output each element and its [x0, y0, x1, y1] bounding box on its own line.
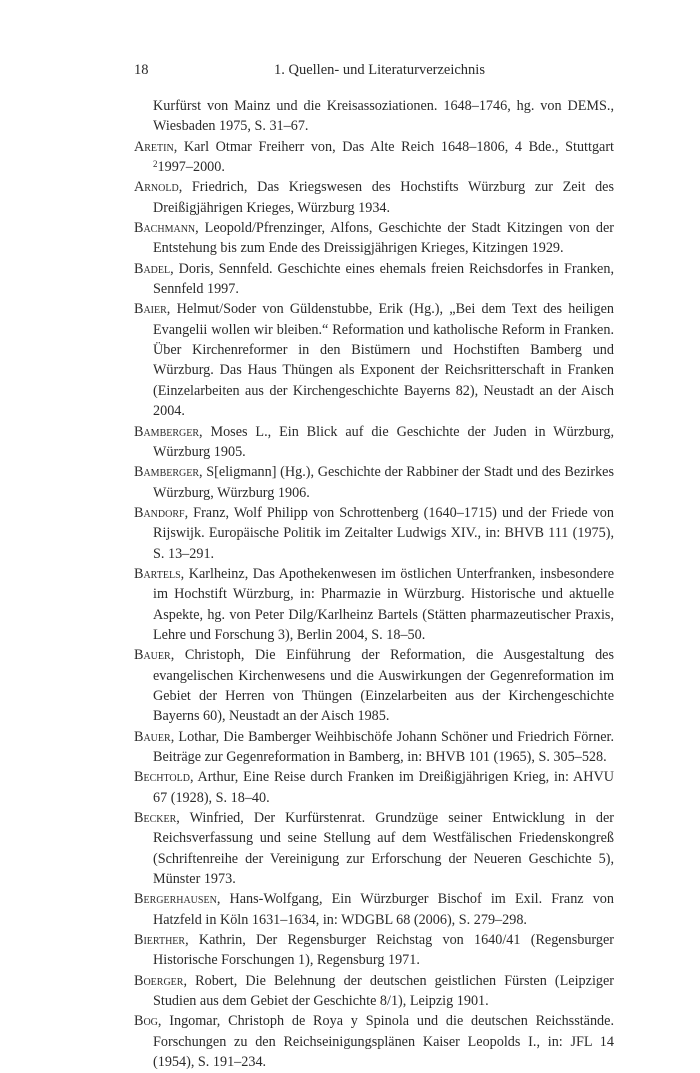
entry-text: , Leopold/Pfrenzinger, Alfons, Geschichte der Stadt Kitzingen von der Entstehung bis zum Ende des Dreissigjährigen Krieges, Kitzingen 1929. — [153, 220, 614, 257]
entry-author: Aretin — [134, 138, 174, 155]
entry-author: Baier — [134, 301, 167, 318]
entry-text: , Christoph, Die Einführung der Reformation, die Ausgestaltung des evangelischen Kirchenwesens und die Auswirkungen der Gegenreformation im Gebiet der Herren von Thüngen (Einzelarbeiten aus der Kirchengeschichte Bayerns 60), Neustadt an der Aisch 1985. — [153, 647, 614, 725]
running-title: 1. Quellen- und Literaturverzeichnis — [274, 62, 485, 78]
entry-text: , Friedrich, Das Kriegswesen des Hochstifts Würzburg zur Zeit des Dreißigjährigen Krieges, Würzburg 1934. — [153, 179, 614, 216]
entry-author: Boerger — [134, 972, 184, 989]
entry-text: , Winfried, Der Kurfürstenrat. Grundzüge seiner Entwicklung in der Reichsverfassung und seine Stellung auf dem Westfälischen Friedenskongreß (Schriftenreihe der Vereinigung zur Erforschung der Neueren Geschichte 5), Münster 1973. — [153, 810, 614, 888]
bibliography-entry-continuation: Kurfürst von Mainz und die Kreisassoziationen. 1648–1746, hg. von DEMS., Wiesbaden 1975, S. 31–67. — [153, 98, 614, 135]
entry-author: Bierther — [134, 932, 186, 949]
bibliography-entry — [134, 299, 614, 421]
entry-author: Becker — [134, 810, 177, 827]
entry-text: , Moses L., Ein Blick auf die Geschichte der Juden in Würzburg, Würzburg 1905. — [153, 423, 614, 460]
entry-text: , Kathrin, Der Regensburger Reichstag von 1640/41 (Regensburger Historische Forschungen 1), Regensburg 1971. — [153, 932, 614, 969]
entry-author: Bechtold — [134, 769, 190, 786]
bibliography-entry — [134, 645, 614, 726]
bibliography-entry — [134, 1011, 614, 1072]
entry-text: , Karl Otmar Freiherr von, Das Alte Reich 1648–1806, 4 Bde., Stuttgart — [173, 138, 614, 155]
bibliography-entry — [134, 259, 614, 300]
entry-author: Bog — [134, 1013, 158, 1030]
entry-text: , Doris, Sennfeld. Geschichte eines ehemals freien Reichsdorfes in Franken, Sennfeld 1997. — [153, 260, 614, 298]
entry-author: Bauer — [134, 728, 171, 745]
bibliography-entry — [134, 889, 614, 930]
bibliography-entry — [134, 177, 614, 218]
entry-author: Bachmann — [134, 220, 196, 237]
bibliography-entry — [134, 462, 614, 503]
bibliography-entry — [134, 564, 614, 645]
bibliography-entry — [134, 767, 614, 808]
running-header — [134, 62, 584, 82]
bibliography-entry — [134, 137, 614, 178]
bibliography-entry — [134, 218, 614, 259]
entry-author: Bauer — [134, 647, 171, 664]
entry-text: , S[eligmann] (Hg.), Geschichte der Rabbiner der Stadt und des Bezirkes Würzburg, Würzburg 1906. — [153, 464, 614, 501]
entry-text: , Karlheinz, Das Apothekenwesen im östlichen Unterfranken, insbesondere im Hochstift Würzburg, in: Pharmazie in Würzburg. Historische und aktuelle Aspekte, hg. von Peter Dilg/Karlheinz Bartels (Stätten pharmazeutischer Praxis, Lehre und Forschung 3), Berlin 2004, S. 18–50. — [153, 565, 614, 643]
bibliography-entry — [134, 930, 614, 971]
bibliography-entry — [134, 503, 614, 564]
bibliography-entry — [134, 971, 614, 1012]
entry-text-after: 1997–2000. — [157, 159, 225, 176]
bibliography-entry — [134, 422, 614, 463]
entry-author: Bartels — [134, 565, 181, 582]
bibliography-entry — [134, 808, 614, 889]
page-number: 18 — [134, 62, 149, 78]
entry-text: , Ingomar, Christoph de Roya y Spinola und die deutschen Reichsstände. Forschungen zu den Reichseinigungsplänen Kaiser Leopolds I., in: JFL 14 (1954), S. 191–234. — [153, 1013, 614, 1071]
entry-author: Badel — [134, 260, 171, 277]
bibliography-entry — [134, 727, 614, 768]
entry-author: Arnold — [134, 179, 179, 196]
entry-text: , Franz, Wolf Philipp von Schrottenberg (1640–1715) und der Friede von Rijswijk. Europäische Politik im Zeitalter Ludwigs XIV., in: BHVB 111 (1975), S. 13–291. — [153, 504, 614, 562]
entry-author: Bamberger — [134, 423, 200, 440]
entry-text: , Arthur, Eine Reise durch Franken im Dreißigjährigen Krieg, in: AHVU 67 (1928), S. 18–40. — [153, 769, 614, 806]
entry-text: , Lothar, Die Bamberger Weihbischöfe Johann Schöner und Friedrich Förner. Beiträge zur Gegenreformation in Bamberg, in: BHVB 101 (1965), S. 305–528. — [153, 728, 614, 765]
entry-author: Bamberger — [134, 464, 200, 481]
entry-author: Bergerhausen — [134, 891, 217, 908]
bibliography-list — [134, 96, 614, 1073]
entry-text: , Helmut/Soder von Güldenstubbe, Erik (Hg.), „Bei dem Text des heiligen Evangelii wollen wir bleiben.“ Reformation und katholische Reform in Franken. Über Kirchenreformer in den Bistümern und Hochstiften Bamberg und Würzburg. Das Haus Thüngen als Exponent der Reichsritterschaft in Franken (Einzelarbeiten aus der Kirchengeschichte Bayerns 82), Neustadt an der Aisch 2004. — [153, 301, 614, 420]
entry-author: Bandorf — [134, 504, 185, 521]
entry-text: , Robert, Die Belehnung der deutschen geistlichen Fürsten (Leipziger Studien aus dem Gebiet der Geschichte 8/1), Leipzig 1901. — [153, 972, 614, 1010]
edition-superscript: 2 — [153, 159, 158, 170]
entry-text: , Hans-Wolfgang, Ein Würzburger Bischof im Exil. Franz von Hatzfeld in Köln 1631–1634, in: WDGBL 68 (2006), S. 279–298. — [153, 891, 614, 928]
